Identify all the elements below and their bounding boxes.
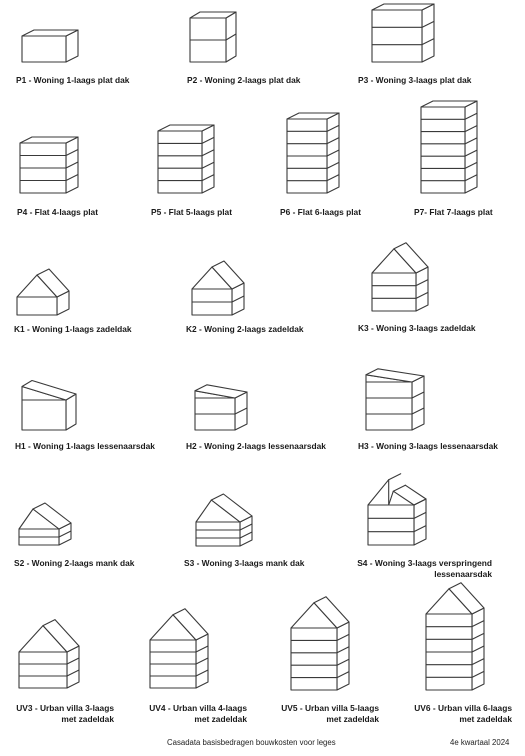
gable-roof-1-storey-icon — [17, 269, 69, 315]
label-k3: K3 - Woning 3-laags zadeldak — [358, 323, 476, 333]
label-uv3-line2: met zadeldak — [61, 713, 114, 724]
label-s4-line2: lessenaarsdak — [434, 568, 492, 579]
label-uv6 — [412, 703, 512, 724]
label-p4: P4 - Flat 4-laags plat — [17, 207, 98, 217]
flat-7-storey-icon — [421, 101, 477, 193]
flat-5-storey-icon — [158, 125, 214, 193]
label-uv3-line1: UV3 - Urban villa 3-laags — [16, 703, 114, 713]
gable-roof-3-storey-icon — [372, 243, 428, 311]
label-uv6-line1: UV6 - Urban villa 6-laags — [414, 703, 512, 713]
flat-roof-2-storey-icon — [190, 12, 236, 62]
label-p6: P6 - Flat 6-laags plat — [280, 207, 361, 217]
label-p3: P3 - Woning 3-laags plat dak — [358, 75, 472, 85]
shed-roof-1-storey-icon — [22, 381, 76, 431]
label-uv4 — [147, 703, 247, 724]
label-p5: P5 - Flat 5-laags plat — [151, 207, 232, 217]
urban-villa-4-storey-icon — [150, 609, 208, 688]
label-p7: P7- Flat 7-laags plat — [414, 207, 493, 217]
flat-roof-3-storey-icon — [372, 4, 434, 62]
shed-roof-2-storey-icon — [195, 385, 247, 430]
label-s3: S3 - Woning 3-laags mank dak — [184, 558, 305, 568]
flat-roof-1-storey-icon — [22, 30, 78, 62]
label-p2: P2 - Woning 2-laags plat dak — [187, 75, 301, 85]
label-k2: K2 - Woning 2-laags zadeldak — [186, 324, 304, 334]
flat-4-storey-icon — [20, 137, 78, 193]
label-uv4-line1: UV4 - Urban villa 4-laags — [149, 703, 247, 713]
flat-6-storey-icon — [287, 113, 339, 193]
label-p1: P1 - Woning 1-laags plat dak — [16, 75, 130, 85]
label-h2: H2 - Woning 2-laags lessenaarsdak — [186, 441, 326, 451]
label-uv3 — [14, 703, 114, 724]
label-k1: K1 - Woning 1-laags zadeldak — [14, 324, 132, 334]
footer-source: Casadata basisbedragen bouwkosten voor leges — [167, 738, 336, 747]
label-s4-line1: S4 - Woning 3-laags verspringend — [357, 558, 492, 568]
shed-roof-3-storey-icon — [366, 369, 424, 430]
label-uv4-line2: met zadeldak — [194, 713, 247, 724]
label-uv5-line2: met zadeldak — [326, 713, 379, 724]
label-s4 — [346, 558, 492, 579]
gable-roof-2-storey-icon — [192, 261, 244, 315]
split-level-shed-roof-3-storey-icon — [368, 474, 426, 545]
label-s2: S2 - Woning 2-laags mank dak — [14, 558, 135, 568]
label-uv5 — [279, 703, 379, 724]
urban-villa-5-storey-icon — [291, 597, 349, 690]
urban-villa-6-storey-icon — [426, 583, 484, 690]
asymmetric-roof-2-storey-icon — [19, 503, 71, 545]
urban-villa-3-storey-icon — [19, 620, 79, 688]
label-h3: H3 - Woning 3-laags lessenaarsdak — [358, 441, 498, 451]
label-uv5-line1: UV5 - Urban villa 5-laags — [281, 703, 379, 713]
footer-period: 4e kwartaal 2024 — [450, 738, 510, 747]
label-h1: H1 - Woning 1-laags lessenaarsdak — [15, 441, 155, 451]
label-uv6-line2: met zadeldak — [459, 713, 512, 724]
asymmetric-roof-3-storey-icon — [196, 494, 252, 546]
